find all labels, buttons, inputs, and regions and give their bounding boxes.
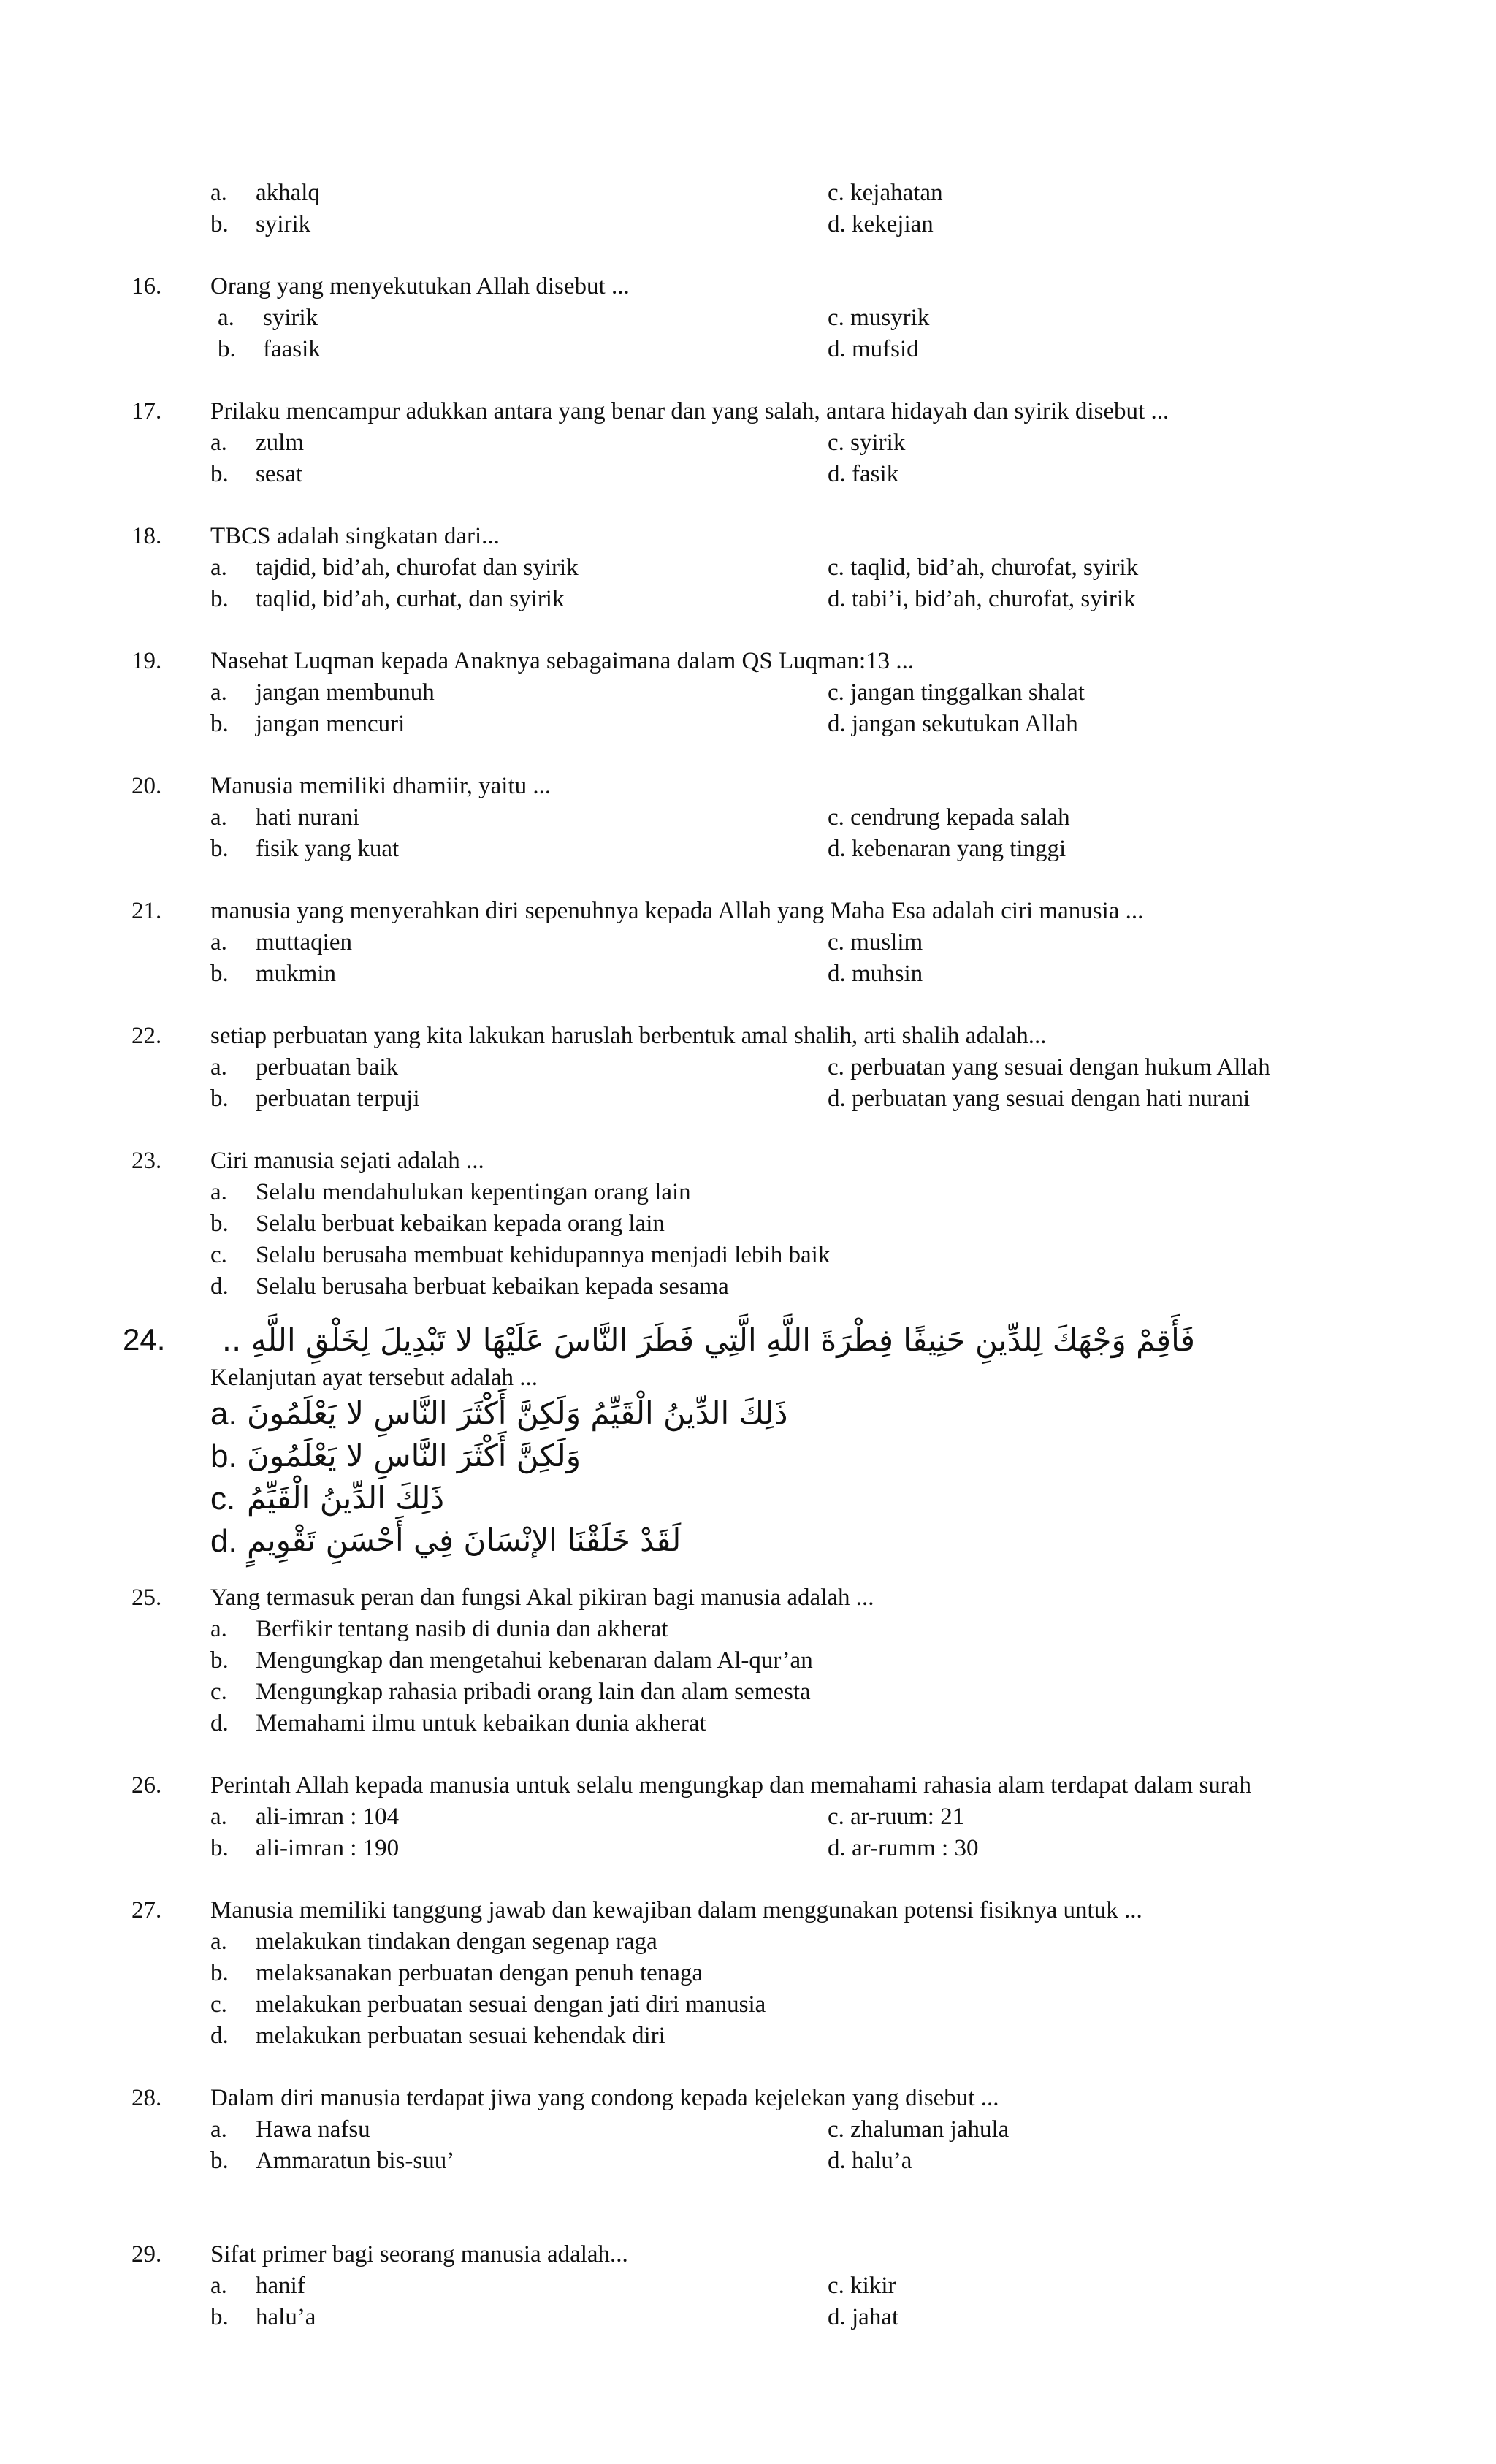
option-d: d. mufsid xyxy=(828,336,919,362)
option-a: a. akhalq xyxy=(210,180,320,206)
option-d: d. Memahami ilmu untuk kebaikan dunia akherat xyxy=(210,1710,706,1736)
option-a: a. tajdid, bid’ah, churofat dan syirik xyxy=(210,554,579,581)
option-c: c. kejahatan xyxy=(828,180,943,206)
option-a: a. hati nurani xyxy=(210,804,360,831)
question-text: setiap perbuatan yang kita lakukan haruslah berbentuk amal shalih, arti shalih adalah... xyxy=(210,1023,1047,1049)
option-a: a. ذَلِكَ الدِّينُ الْقَيِّمُ وَلَكِنَّ أَكْثَرَ النَّاسِ لا يَعْلَمُونَ xyxy=(210,1395,788,1432)
option-c: c. kikir xyxy=(828,2273,896,2299)
option-d: d. melakukan perbuatan sesuai kehendak diri xyxy=(210,2023,665,2049)
option-c: c. musyrik xyxy=(828,305,930,331)
question-text: Perintah Allah kepada manusia untuk selalu mengungkap dan memahami rahasia alam terdapat dalam surah xyxy=(210,1772,1251,1799)
option-a: a. ali-imran : 104 xyxy=(210,1804,400,1830)
option-d: d. halu’a xyxy=(828,2148,912,2174)
option-b: b. syirik xyxy=(210,211,311,237)
option-a: a. Berfikir tentang nasib di dunia dan akherat xyxy=(210,1616,668,1642)
question-number: 21. xyxy=(131,898,162,924)
question-number: 26. xyxy=(131,1772,162,1799)
option-c: c. melakukan perbuatan sesuai dengan jati diri manusia xyxy=(210,1991,766,2018)
question-text: TBCS adalah singkatan dari... xyxy=(210,523,500,549)
question-number: 19. xyxy=(131,648,162,674)
option-d: d. kebenaran yang tinggi xyxy=(828,836,1066,862)
option-b: b. faasik xyxy=(218,336,321,362)
option-b: b. Mengungkap dan mengetahui kebenaran dalam Al-qur’an xyxy=(210,1647,813,1674)
option-a: a. Selalu mendahulukan kepentingan orang lain xyxy=(210,1179,691,1205)
option-b: b. halu’a xyxy=(210,2304,316,2330)
option-b: b. mukmin xyxy=(210,961,337,987)
option-a: a. syirik xyxy=(218,305,318,331)
option-a: a. hanif xyxy=(210,2273,305,2299)
option-c: c. zhaluman jahula xyxy=(828,2116,1010,2143)
option-c: c. taqlid, bid’ah, churofat, syirik xyxy=(828,554,1139,581)
option-c: c. perbuatan yang sesuai dengan hukum Allah xyxy=(828,1054,1270,1080)
question-number: 16. xyxy=(131,273,162,300)
option-d: d. لَقَدْ خَلَقْنَا الإنْسَانَ فِي أَحْسَنِ تَقْوِيمٍ xyxy=(210,1522,682,1559)
option-b: b. taqlid, bid’ah, curhat, dan syirik xyxy=(210,586,565,612)
question-number: 25. xyxy=(131,1584,162,1611)
question-number: 29. xyxy=(131,2241,162,2267)
option-b: b. Ammaratun bis-suu’ xyxy=(210,2148,455,2174)
question-number: 27. xyxy=(131,1897,162,1923)
option-d: d. ar-rumm : 30 xyxy=(828,1835,979,1861)
option-d: d. fasik xyxy=(828,461,899,487)
question-text: Yang termasuk peran dan fungsi Akal pikiran bagi manusia adalah ... xyxy=(210,1584,874,1611)
option-c: c. muslim xyxy=(828,929,923,956)
option-c: c. ar-ruum: 21 xyxy=(828,1804,965,1830)
question-number: 23. xyxy=(131,1148,162,1174)
question-text: Sifat primer bagi seorang manusia adalah... xyxy=(210,2241,628,2267)
option-d: d. perbuatan yang sesuai dengan hati nurani xyxy=(828,1086,1251,1112)
option-a: a. muttaqien xyxy=(210,929,352,956)
option-c: c. ذَلِكَ الدِّينُ الْقَيِّمُ xyxy=(210,1480,445,1517)
option-b: b. ali-imran : 190 xyxy=(210,1835,400,1861)
question-number: 17. xyxy=(131,398,162,424)
option-b: b. sesat xyxy=(210,461,303,487)
option-c: c. cendrung kepada salah xyxy=(828,804,1070,831)
question-text: manusia yang menyerahkan diri sepenuhnya kepada Allah yang Maha Esa adalah ciri manusia ... xyxy=(210,898,1144,924)
question-text: Orang yang menyekutukan Allah disebut ... xyxy=(210,273,630,300)
option-d: d. Selalu berusaha berbuat kebaikan kepada sesama xyxy=(210,1273,729,1300)
question-text: Dalam diri manusia terdapat jiwa yang condong kepada kejelekan yang disebut ... xyxy=(210,2085,999,2111)
option-c: c. jangan tinggalkan shalat xyxy=(828,679,1085,706)
option-b: b. Selalu berbuat kebaikan kepada orang lain xyxy=(210,1210,665,1237)
option-a: a. melakukan tindakan dengan segenap raga xyxy=(210,1929,657,1955)
option-d: d. jangan sekutukan Allah xyxy=(828,711,1078,737)
option-c: c. Selalu berusaha membuat kehidupannya menjadi lebih baik xyxy=(210,1242,831,1268)
option-b: b. jangan mencuri xyxy=(210,711,405,737)
question-text: Manusia memiliki tanggung jawab dan kewajiban dalam menggunakan potensi fisiknya untuk ... xyxy=(210,1897,1142,1923)
option-d: d. muhsin xyxy=(828,961,923,987)
question-text: Prilaku mencampur adukkan antara yang benar dan yang salah, antara hidayah dan syirik disebut ... xyxy=(210,398,1169,424)
question-number: 24. xyxy=(123,1322,166,1357)
option-b: b. fisik yang kuat xyxy=(210,836,400,862)
option-d: d. jahat xyxy=(828,2304,899,2330)
option-a: a. Hawa nafsu xyxy=(210,2116,370,2143)
question-text: Nasehat Luqman kepada Anaknya sebagaimana dalam QS Luqman:13 ... xyxy=(210,648,915,674)
question-number: 20. xyxy=(131,773,162,799)
option-b: b. perbuatan terpuji xyxy=(210,1086,420,1112)
question-text: Manusia memiliki dhamiir, yaitu ... xyxy=(210,773,552,799)
option-c: c. syirik xyxy=(828,430,906,456)
option-d: d. kekejian xyxy=(828,211,934,237)
question-number: 22. xyxy=(131,1023,162,1049)
option-b: b. وَلَكِنَّ أَكْثَرَ النَّاسِ لا يَعْلَمُونَ xyxy=(210,1438,581,1474)
question-number: 28. xyxy=(131,2085,162,2111)
option-a: a. perbuatan baik xyxy=(210,1054,399,1080)
option-c: c. Mengungkap rahasia pribadi orang lain dan alam semesta xyxy=(210,1679,811,1705)
option-a: a. jangan membunuh xyxy=(210,679,435,706)
option-d: d. tabi’i, bid’ah, churofat, syirik xyxy=(828,586,1136,612)
question-text: Kelanjutan ayat tersebut adalah ... xyxy=(210,1365,538,1391)
question-text: Ciri manusia sejati adalah ... xyxy=(210,1148,484,1174)
question-arabic-verse: فَأَقِمْ وَجْهَكَ لِلدِّينِ حَنِيفًا فِطْرَةَ اللَّهِ الَّتِي فَطَرَ النَّاسَ عَلَيْهَا لا تَبْدِيلَ لِخَلْقِ اللَّهِ .. xyxy=(221,1322,1195,1358)
option-b: b. melaksanakan perbuatan dengan penuh tenaga xyxy=(210,1960,703,1986)
question-number: 18. xyxy=(131,523,162,549)
option-a: a. zulm xyxy=(210,430,304,456)
